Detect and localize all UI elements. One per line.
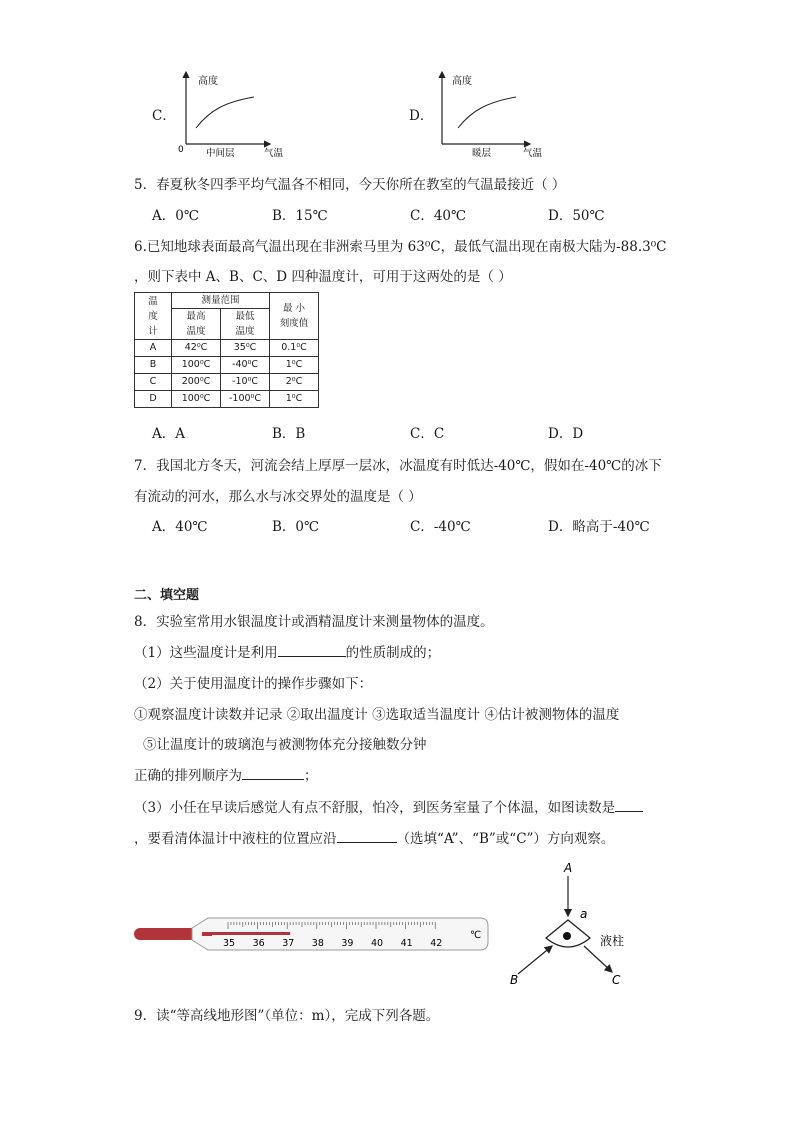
scale-number: 39 (341, 938, 354, 949)
q5-option-b[interactable]: B．15℃ (272, 208, 328, 224)
unit-label: ℃ (470, 930, 482, 941)
q5-option-c[interactable]: C．40℃ (410, 208, 467, 224)
scale-number: 40 (371, 938, 384, 949)
header-thermometer: 温 度 计 (135, 293, 172, 340)
y-axis-label: 高度 (452, 76, 472, 87)
arrow-c (584, 946, 612, 972)
blank-2[interactable] (242, 765, 304, 780)
liquid-label: 液柱 (600, 934, 625, 948)
label-b: B (510, 973, 519, 987)
table-row: A 42⁰C 35⁰C 0.1⁰C (135, 340, 319, 357)
q6-option-c[interactable]: C．C (410, 426, 445, 442)
scale-number: 41 (400, 938, 413, 949)
question-7-line2: 有流动的河水，那么水与冰交界处的温度是（ ） (134, 489, 422, 505)
blank-4[interactable] (337, 828, 397, 843)
question-5: 5．春夏秋冬四季平均气温各不相同，今天你所在教室的气温最接近（ ） (134, 177, 566, 193)
q8-part3-line1: （3）小任在早读后感觉人有点不舒服，怕冷，到医务室量了个体温，如图读数是 (134, 796, 643, 816)
q8-part1: （1）这些温度计是利用 的性质制成的； (134, 641, 440, 661)
scale-number: 37 (282, 938, 295, 949)
thermometer-table (134, 292, 319, 408)
mercury-neck (202, 932, 212, 936)
y-axis-label: 高度 (198, 76, 218, 87)
clinical-thermometer (132, 912, 492, 958)
q7-option-d[interactable]: D．略高于-40℃ (548, 519, 650, 535)
q8-order: 正确的排列顺序为 ； (134, 764, 318, 784)
liquid-column-dot (563, 932, 571, 940)
origin-label: 0 (178, 145, 184, 155)
q7-option-b[interactable]: B．0℃ (272, 519, 320, 535)
q7-option-c[interactable]: C．-40℃ (410, 519, 471, 535)
curve (196, 97, 254, 128)
arrow-b (518, 946, 552, 974)
q8-steps-line1: ①观察温度计读数并记录 ②取出温度计 ③选取适当温度计 ④估计被测物体的温度 (134, 707, 620, 723)
viewing-direction-diagram (500, 858, 650, 990)
table-row: D 100⁰C -100⁰C 1⁰C (135, 391, 319, 408)
scale-number: 42 (430, 938, 443, 949)
q8-steps-line2: ⑤让温度计的玻璃泡与被测物体充分接触数分钟 (143, 737, 427, 753)
label-a-direction: A (564, 861, 573, 875)
question-8: 8．实验室常用水银温度计或酒精温度计来测量物体的温度。 (134, 614, 494, 630)
question-6-line2: ，则下表中 A、B、C、D 四种温度计，可用于这两处的是（ ） (134, 269, 512, 285)
label-c: C (612, 973, 621, 987)
q7-option-a[interactable]: A．40℃ (152, 519, 208, 535)
option-d-label: D． (409, 108, 434, 124)
header-min: 最低 温度 (221, 309, 270, 340)
scale-number: 35 (223, 938, 236, 949)
x-layer-label: 中间层 (206, 148, 235, 159)
blank-3[interactable] (615, 797, 643, 812)
table-row: B 100⁰C -40⁰C 1⁰C (135, 357, 319, 374)
header-range: 测量范围 (172, 293, 270, 309)
option-c-label: C． (152, 108, 176, 124)
q8-part2: （2）关于使用温度计的操作步骤如下： (134, 676, 373, 692)
question-6-line1: 6.已知地球表面最高气温出现在非洲索马里为 63⁰C，最低气温出现在南极大陆为-88.3⁰C (134, 239, 667, 255)
question-7-line1: 7．我国北方冬天，河流会结上厚厚一层冰，冰温度有时低达-40℃，假如在-40℃的冰下 (134, 458, 662, 474)
label-a-lower: a (580, 907, 588, 921)
q5-option-d[interactable]: D．50℃ (548, 208, 605, 224)
x-axis-label: 气温 (264, 148, 284, 159)
graph-d (426, 68, 546, 160)
x-layer-label: 暖层 (472, 148, 492, 159)
section-title: 二、填空题 (134, 588, 200, 603)
table-row: C 200⁰C -10⁰C 2⁰C (135, 374, 319, 391)
scale-number: 38 (311, 938, 324, 949)
q6-option-a[interactable]: A．A (152, 426, 185, 442)
header-scale: 最 小 刻度值 (270, 293, 319, 340)
x-axis-label: 气温 (523, 148, 543, 159)
q6-option-b[interactable]: B．B (272, 426, 306, 442)
curve (458, 97, 516, 128)
graph-c (170, 68, 284, 160)
header-max: 最高 温度 (172, 309, 221, 340)
mercury-column (212, 932, 290, 935)
question-9: 9．读“等高线地形图”（单位：m），完成下列各题。 (134, 1008, 440, 1024)
q8-part3-line2: ，要看清体温计中液柱的位置应沿 （选填“A”、“B”或“C”）方向观察。 (134, 827, 614, 847)
blank-1[interactable] (278, 642, 346, 657)
q5-option-a[interactable]: A．0℃ (152, 208, 199, 224)
q6-option-d[interactable]: D．D (548, 426, 584, 442)
scale-number: 36 (252, 938, 265, 949)
